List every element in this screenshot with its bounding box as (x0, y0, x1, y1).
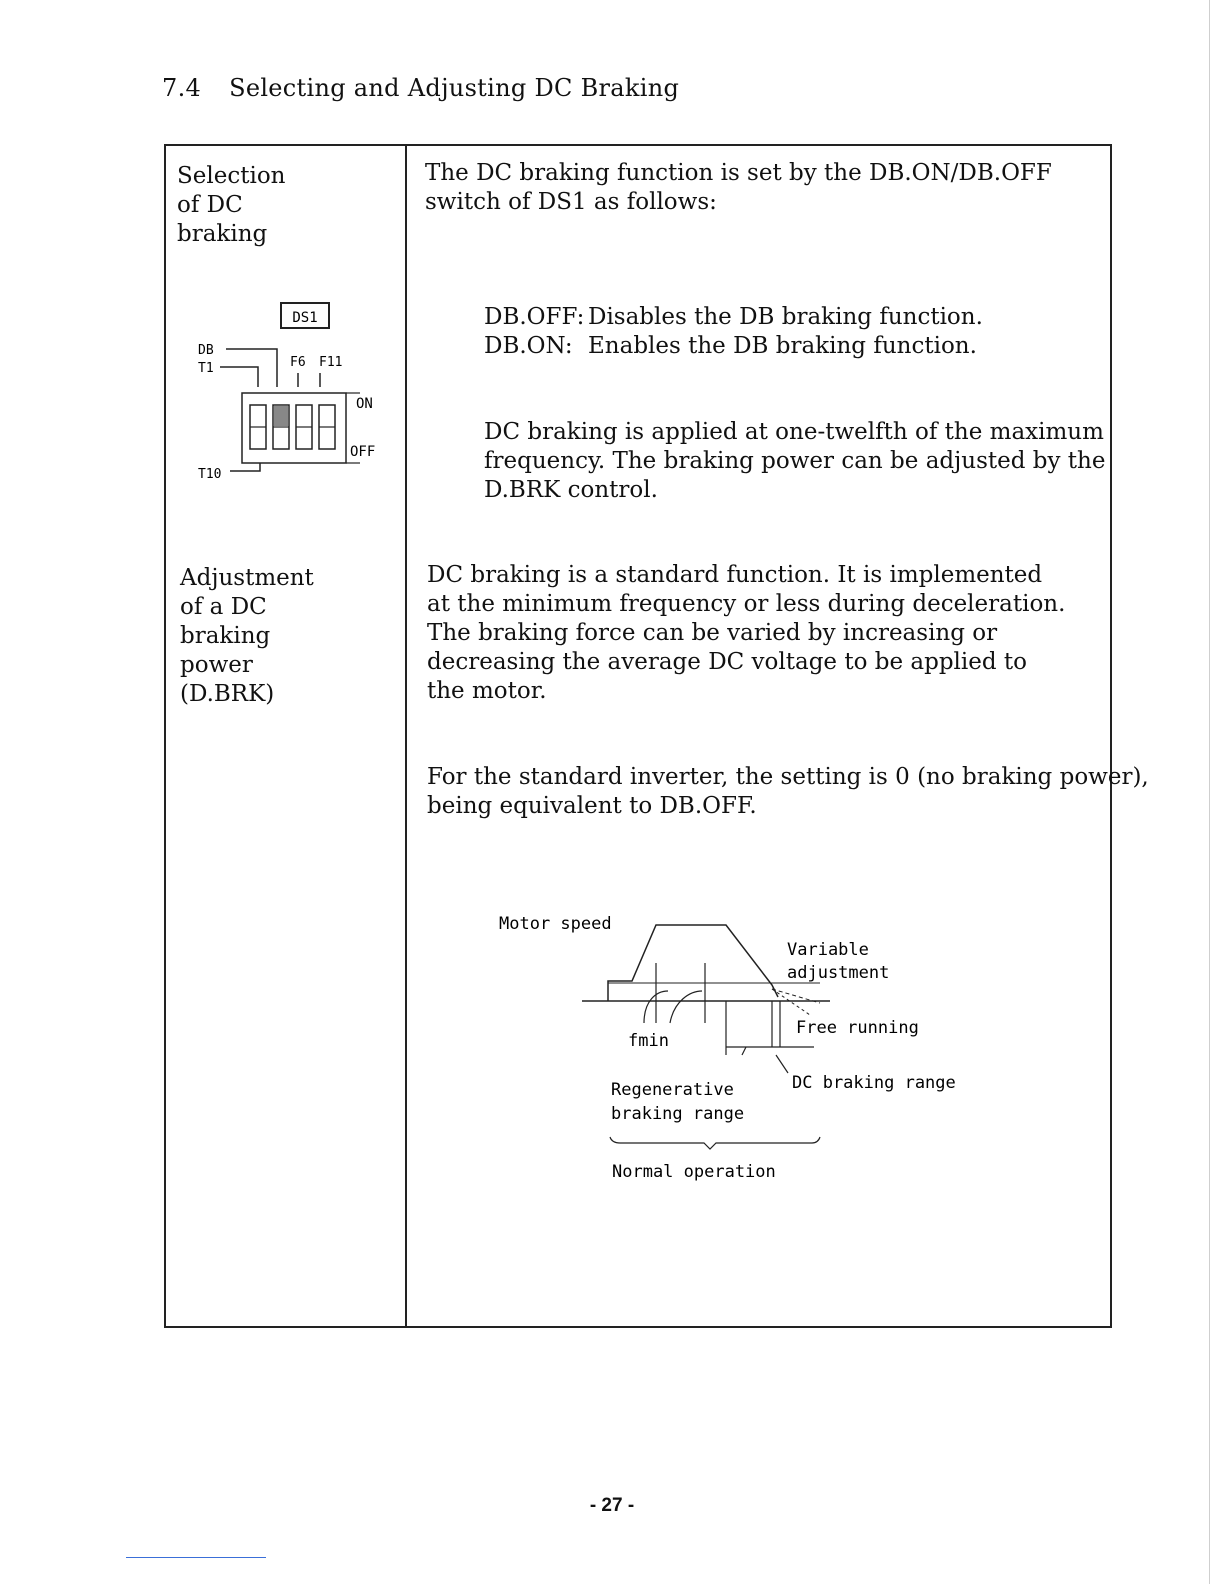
text-line: at the minimum frequency or less during deceleration. (427, 591, 1066, 617)
section-heading (162, 74, 679, 102)
label-adjustment: adjustment (787, 963, 890, 983)
normal-operation-brace (610, 1137, 820, 1149)
setting-db-on (484, 332, 977, 361)
text-line: For the standard inverter, the setting is 0 (no braking power), (427, 764, 1149, 790)
pin-label-t1: T1 (198, 361, 214, 376)
setting-key: DB.OFF: (484, 304, 585, 330)
label-free-running: Free running (796, 1018, 919, 1038)
text-line: D.BRK control. (484, 477, 658, 503)
switch-body (242, 393, 346, 463)
text-line: switch of DS1 as follows: (425, 189, 717, 215)
pin-label-f11: F11 (319, 355, 343, 370)
text-line: The DC braking function is set by the DB.ON/DB.OFF (425, 160, 1052, 186)
adjustment-paragraph-1 (427, 561, 1065, 706)
ds1-switch-diagram (180, 295, 400, 495)
label-line: (D.BRK) (180, 681, 275, 707)
setting-key: DB.ON: (484, 333, 573, 359)
pin-label-db: DB (198, 343, 214, 358)
label-fmin: fmin (628, 1031, 669, 1051)
section-number: 7.4 (162, 74, 202, 102)
selection-intro (425, 159, 1052, 217)
dc-braking-note (484, 418, 1105, 505)
setting-db-off (484, 303, 983, 332)
ds1-box-label: DS1 (292, 310, 318, 326)
row-label-selection (177, 162, 285, 249)
adjustment-paragraph-2 (427, 763, 1149, 821)
scan-right-edge (1209, 0, 1210, 1584)
label-line: braking (180, 623, 271, 649)
pin-label-t10: T10 (198, 467, 222, 482)
scan-edge-line (126, 1557, 266, 1558)
label-line: Adjustment (180, 565, 314, 591)
text-line: decreasing the average DC voltage to be applied to (427, 649, 1027, 675)
label-motor-speed: Motor speed (499, 914, 612, 934)
page-number: - 27 - (589, 1495, 635, 1516)
label-line: power (180, 652, 253, 678)
label-line: Selection (177, 163, 286, 189)
table-column-divider (405, 144, 407, 1328)
state-label-on: ON (356, 396, 373, 412)
pin-label-f6: F6 (290, 355, 306, 370)
text-line: being equivalent to DB.OFF. (427, 793, 757, 819)
t10-leader-line (230, 463, 260, 471)
label-dc-braking-range: DC braking range (792, 1073, 956, 1093)
row-label-adjustment (180, 564, 314, 709)
label-line: braking (177, 221, 268, 247)
label-variable: Variable (787, 940, 869, 960)
t1-leader-line (220, 367, 258, 387)
label-line: of DC (177, 192, 243, 218)
label-line: of a DC (180, 594, 267, 620)
state-label-off: OFF (350, 444, 376, 460)
speed-curve (608, 925, 778, 1001)
motor-speed-diagram (490, 905, 1010, 1195)
text-line: DC braking is applied at one-twelfth of the maximum (484, 419, 1104, 445)
label-regenerative: Regenerative (611, 1080, 734, 1100)
text-line: the motor. (427, 678, 547, 704)
text-line: The braking force can be varied by increasing or (427, 620, 998, 646)
section-title: Selecting and Adjusting DC Braking (229, 74, 680, 102)
setting-desc: Enables the DB braking function. (588, 333, 977, 359)
text-line: DC braking is a standard function. It is implemented (427, 562, 1043, 588)
text-line: frequency. The braking power can be adjusted by the (484, 448, 1106, 474)
label-normal-operation: Normal operation (612, 1162, 776, 1182)
setting-desc: Disables the DB braking function. (588, 304, 983, 330)
db-leader-line (226, 349, 277, 387)
label-braking-range: braking range (611, 1104, 745, 1124)
